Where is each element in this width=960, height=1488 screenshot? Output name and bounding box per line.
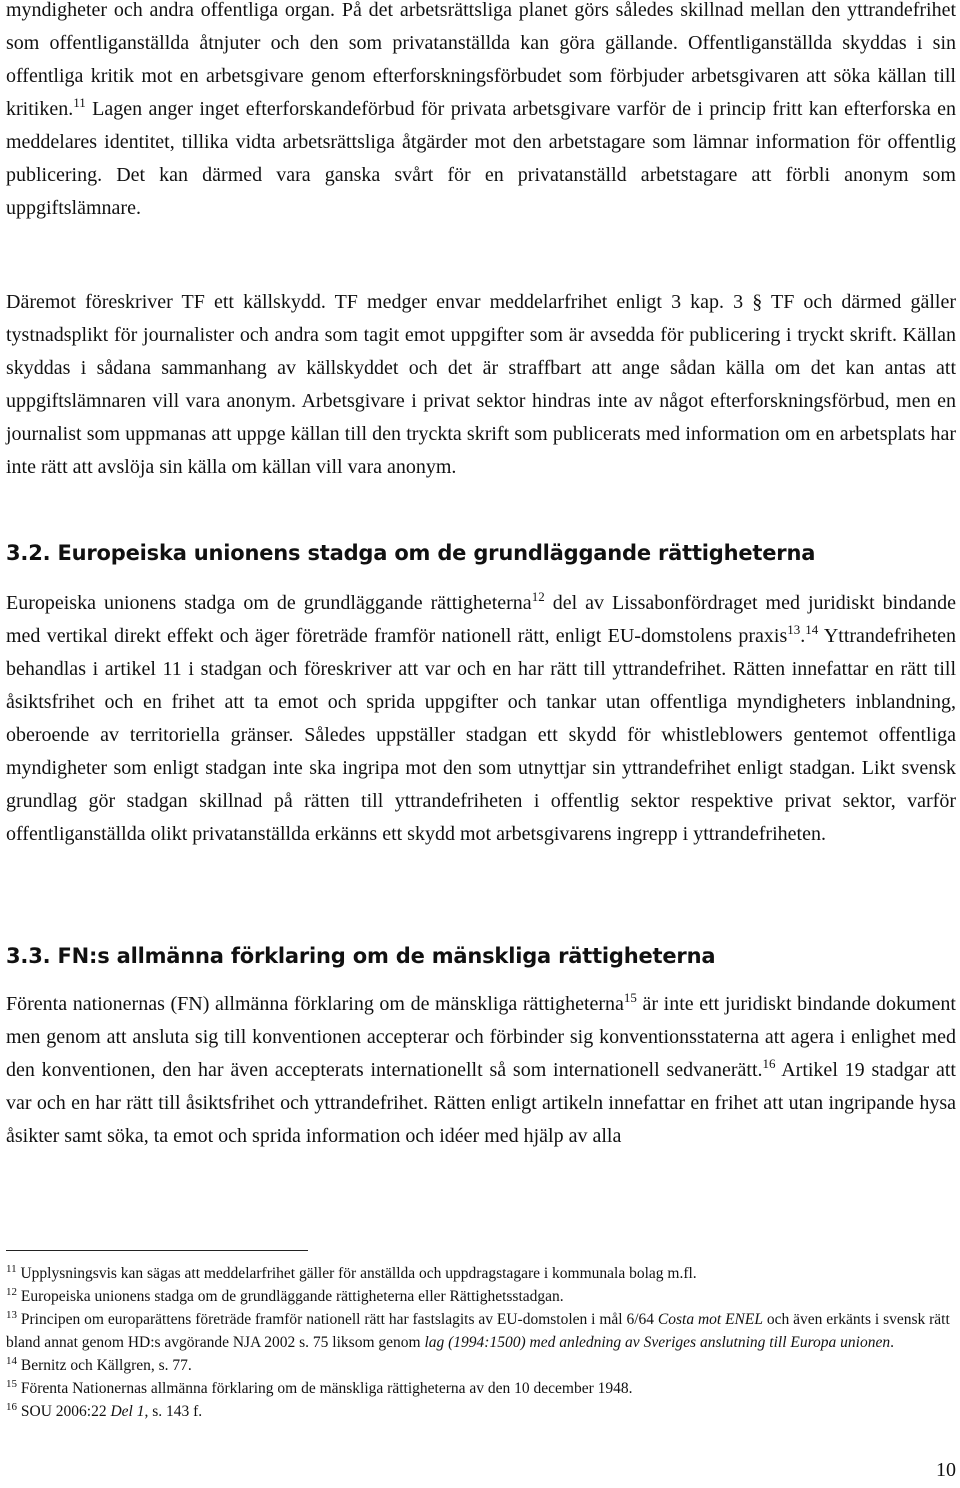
footnote-text: . (890, 1334, 894, 1351)
footnote-text: Europeiska unionens stadga om de grundläggande rättigheterna eller Rättighetsstadgan. (20, 1288, 564, 1305)
document-page (6, 0, 956, 1488)
paragraph-text: Däremot föreskriver TF ett källskydd. TF medger envar meddelarfrihet enligt 3 kap. 3 § TF och därmed gäller tystnadsplikt för journalister och andra som tagit emot uppgifter som är avsedda för publicering i tryckt skrift. Källan skyddas i sådana sammanhang av källskyddet och det är straffbart att ange sådan källa om det kan antas att uppgiftslämnaren vill vara anonym. Arbetsgivare i privat sektor hindras inte av något efterforskningsförbud, men en journalist som uppmanas att uppge källan till den tryckta skrift som publicerats med information om en arbetsplats har inte rätt att avslöja sin källa om källan vill vara anonym. (6, 291, 956, 478)
footnote-number: 11 (6, 1263, 17, 1275)
footnote (6, 1308, 956, 1354)
footnote-text: Förenta Nationernas allmänna förklaring om de mänskliga rättigheterna av den 10 december 1948. (20, 1380, 633, 1397)
footnote (6, 1354, 956, 1377)
section-heading: 3.3. FN:s allmänna förklaring om de mänskliga rättigheterna (6, 944, 716, 968)
paragraph (6, 286, 956, 484)
paragraph (6, 988, 956, 1153)
footnote-text: Upplysningsvis kan sägas att meddelarfrihet gäller för anställda och uppdragstagare i kommunala bolag m.fl. (20, 1265, 697, 1282)
footnotes (6, 1262, 956, 1423)
paragraph-text: Lagen anger inget efterforskandeförbud för privata arbetsgivare varför de i princip fritt kan efterforska en meddelares identitet, tillika vidta arbetsrättsliga åtgärder mot den arbetstagare som lämnar information för offentlig publicering. Det kan därmed vara ganska svårt för en privatanställd arbetstagare att förbli anonym som uppgiftslämnare. (6, 98, 956, 219)
footnote-text: SOU 2006:22 (20, 1403, 111, 1420)
footnote-number: 13 (6, 1309, 17, 1321)
footnote-text: Principen om europarättens företräde framför nationell rätt har fastslagits av EU-domstolen i mål 6/64 (20, 1311, 658, 1328)
paragraph (6, 0, 956, 225)
footnote-divider (6, 1250, 308, 1251)
paragraph-text: Förenta nationernas (FN) allmänna förklaring om de mänskliga rättigheterna (6, 993, 624, 1015)
paragraph-text: Europeiska unionens stadga om de grundläggande rättigheterna (6, 592, 532, 614)
footnote-ref[interactable]: 11 (73, 95, 86, 110)
footnote-text: Bernitz och Källgren, s. 77. (20, 1357, 192, 1374)
footnote-number: 16 (6, 1401, 17, 1413)
footnote-number: 15 (6, 1378, 17, 1390)
law-title: lag (1994:1500) med anledning av Sveriges anslutning till Europa unionen (424, 1334, 891, 1351)
footnote (6, 1285, 956, 1308)
footnote (6, 1377, 956, 1400)
footnote-number: 12 (6, 1286, 17, 1298)
paragraph-text: . (800, 625, 806, 647)
footnote-ref[interactable]: 15 (623, 990, 637, 1005)
footnote-ref[interactable]: 16 (762, 1056, 776, 1071)
paragraph-text: myndigheter och andra offentliga organ. På det arbetsrättsliga planet görs således skillnad mellan den yttrandefrihet som offentliganställda åtnjuter och den som privatanställda kan göra gällande. Offentliganställda skyddas i sin offentliga kritik mot en arbetsgivare genom efterforskningsförbudet som förbjuder arbetsgivaren att söka källan till kritiken. (6, 0, 956, 120)
volume-title: Del 1 (110, 1403, 145, 1420)
paragraph-text: är inte ett juridiskt bindande dokument men genom att ansluta sig till konventionen accepterar och förbinder sig konventionsstaterna att agera i enlighet med den konventionen, den har även accepterats internationellt så som internationell sedvanerätt. (6, 993, 956, 1081)
paragraph-text: Artikel 19 stadgar att var och en har rätt till åsiktsfrihet och yttrandefrihet. Rätten enligt artikeln innefattar en frihet att utan ingripande hysa åsikter samt söka, ta emot och sprida information och idéer med hjälp av alla (6, 1059, 956, 1147)
footnote (6, 1262, 956, 1285)
footnote-ref[interactable]: 14 (805, 622, 819, 637)
footnote-ref[interactable]: 12 (531, 589, 545, 604)
paragraph-text: Yttrandefriheten behandlas i artikel 11 i stadgan och föreskriver att var och en har rätt till yttrandefrihet. Rätten innefattar en rätt till åsiktsfrihet och en frihet att ta emot och sprida uppgifter och tankar utan offentliga myndigheters inblandning, oberoende av territoriella gränser. Således uppställer stadgan ett skydd för whistleblowers gentemot offentliga myndigheter som enligt stadgan inte ska ingripa mot den som utnyttjar sin yttrandefrihet enligt stadgan. Likt svensk grundlag gör stadgan skillnad på rätten till yttrandefriheten i offentlig sektor respektive privat sektor, varför offentliganställda olikt privatanställda erkänns ett skydd mot arbetsgivarens ingrepp i yttrandefriheten. (6, 625, 956, 845)
footnote (6, 1400, 956, 1423)
footnote-text: , s. 143 f. (144, 1403, 203, 1420)
paragraph (6, 587, 956, 851)
page-number: 10 (936, 1459, 956, 1481)
paragraph-text: del av Lissabonfördraget med juridiskt bindande med vertikal direkt effekt och äger företräde framför nationell rätt, enligt EU-domstolens praxis (6, 592, 956, 647)
footnote-text: och även erkänts i svensk rätt bland annat genom HD:s avgörande NJA 2002 s. 75 liksom genom (6, 1311, 950, 1351)
case-name: Costa mot ENEL (657, 1311, 763, 1328)
footnote-ref[interactable]: 13 (787, 622, 801, 637)
section-heading: 3.2. Europeiska unionens stadga om de grundläggande rättigheterna (6, 541, 816, 565)
footnote-number: 14 (6, 1355, 17, 1367)
